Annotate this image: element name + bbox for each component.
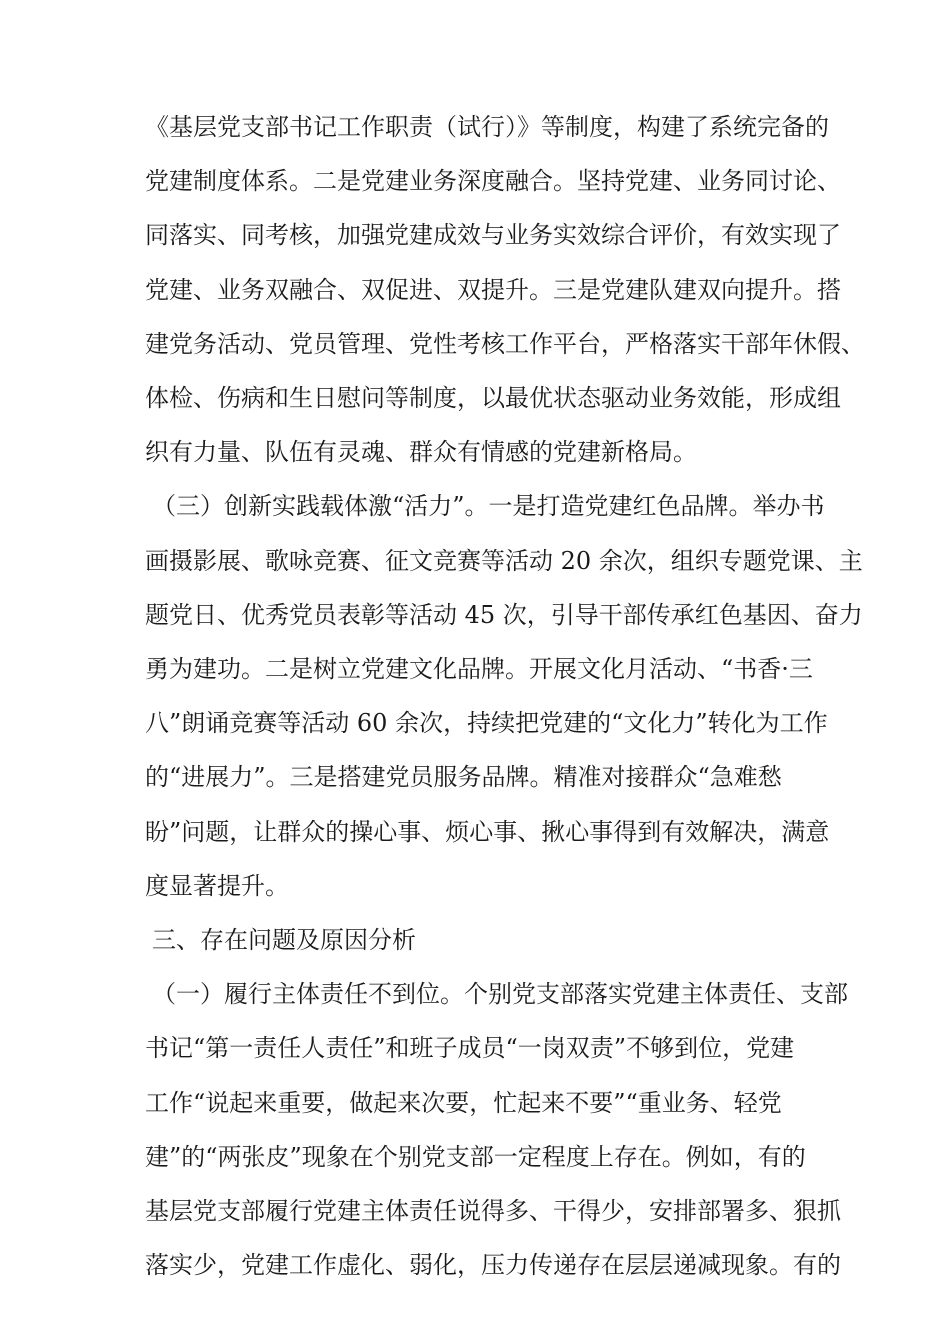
text-line: 勇为建功。二是树立党建文化品牌。开展文化月活动、“书香·三 — [145, 655, 813, 683]
text-line: 工作“说起来重要，做起来次要，忙起来不要”“重业务、轻党 — [145, 1088, 782, 1117]
text-line: 画摄影展、歌咏竞赛、征文竞赛等活动 20 余次，组织专题党课、主 — [145, 546, 863, 575]
text-line: 党建制度体系。二是党建业务深度融合。坚持党建、业务同讨论、 — [145, 167, 841, 196]
text-line: 体检、伤病和生日慰问等制度，以最优状态驱动业务效能，形成组 — [145, 384, 841, 412]
text-line: 建”的“两张皮”现象在个别党支部一定程度上存在。例如，有的 — [145, 1142, 806, 1171]
section-heading: （三）创新实践载体激“活力”。一是打造党建红色品牌。举办书 — [152, 492, 825, 521]
text-line: 落实少，党建工作虚化、弱化，压力传递存在层层递减现象。有的 — [145, 1251, 841, 1280]
text-line: 建党务活动、党员管理、党性考核工作平台，严格落实干部年休假、 — [145, 329, 865, 358]
text-line: 盼”问题，让群众的操心事、烦心事、揪心事得到有效解决，满意 — [145, 817, 830, 846]
section-heading: （一）履行主体责任不到位。个别党支部落实党建主体责任、支部 — [152, 980, 848, 1009]
text-line: 书记“第一责任人责任”和班子成员“一岗双责”不够到位，党建 — [145, 1034, 795, 1063]
text-line: 织有力量、队伍有灵魂、群众有情感的党建新格局。 — [145, 438, 697, 467]
text-line: 题党日、优秀党员表彰等活动 45 次，引导干部传承红色基因、奋力 — [145, 600, 863, 629]
text-line: 基层党支部履行党建主体责任说得多、干得少，安排部署多、狠抓 — [145, 1197, 841, 1225]
text-line: 《基层党支部书记工作职责（试行）》等制度，构建了系统完备的 — [145, 113, 829, 141]
text-line: 八”朗诵竞赛等活动 60 余次，持续把党建的“文化力”转化为工作 — [145, 709, 828, 738]
text-line: 党建、业务双融合、双促进、双提升。三是党建队建双向提升。搭 — [145, 275, 841, 304]
text-line: 同落实、同考核，加强党建成效与业务实效综合评价，有效实现了 — [145, 221, 841, 250]
text-line: 度显著提升。 — [145, 871, 289, 900]
chapter-heading: 三、存在问题及原因分析 — [152, 926, 416, 954]
text-line: 的“进展力”。三是搭建党员服务品牌。精准对接群众“急难愁 — [145, 763, 782, 792]
